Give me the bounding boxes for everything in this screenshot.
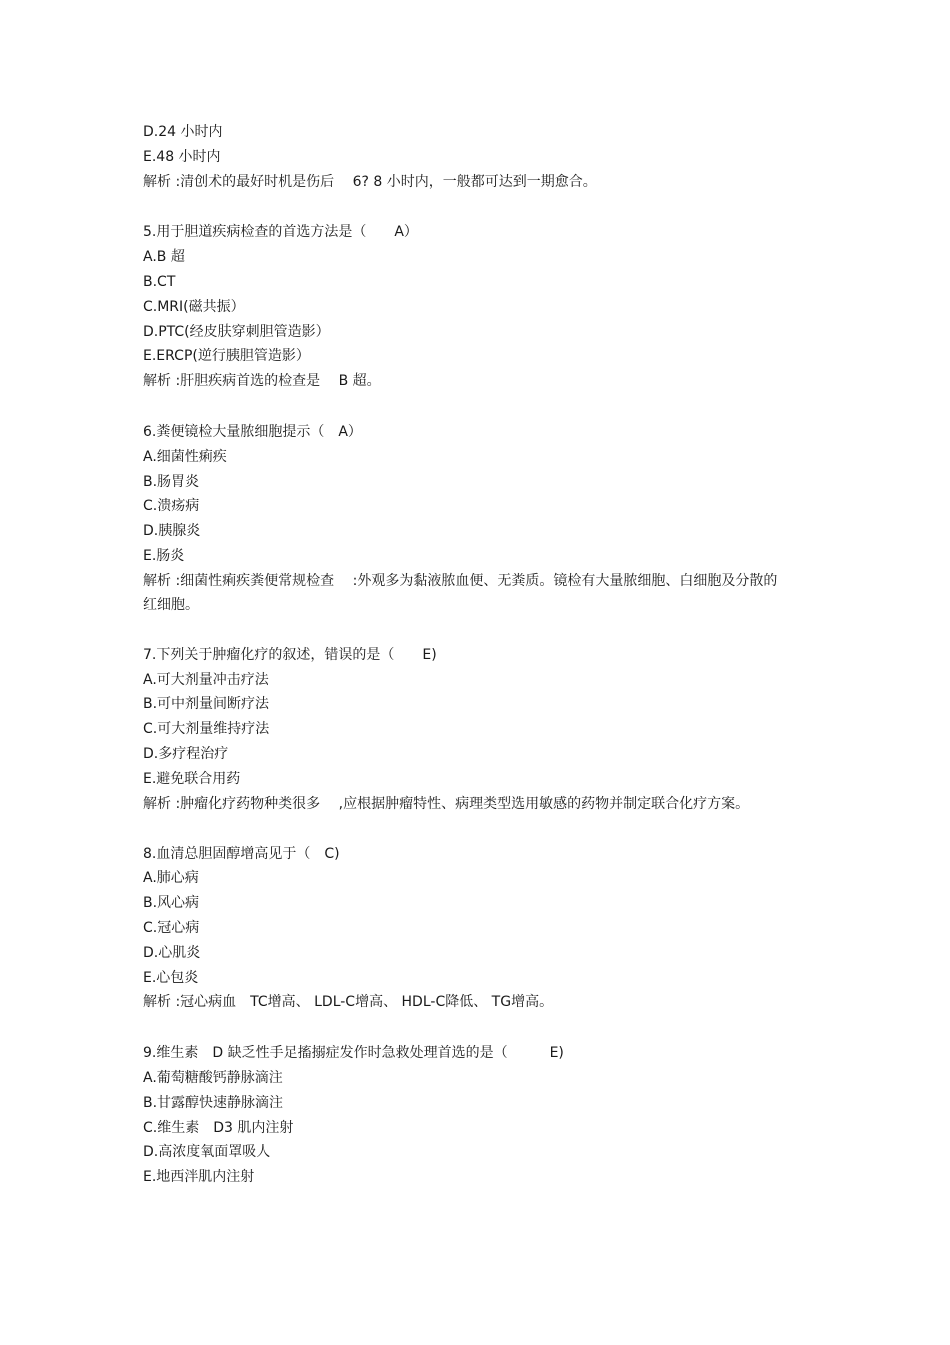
option: D.胰腺炎 (143, 523, 201, 540)
option: E.心包炎 (143, 969, 199, 986)
option: E.ERCP(逆行胰胆管造影） (143, 348, 310, 365)
option: B.CT (143, 273, 176, 290)
explanation: 解析 :肝胆疾病首选的检查是 B 超。 (143, 373, 381, 390)
option: B.风心病 (143, 895, 200, 912)
option: B.甘露醇快速静脉滴注 (143, 1094, 284, 1111)
document-page (143, 120, 783, 1190)
option: D.24 小时内 (143, 124, 223, 140)
option: E.48 小时内 (143, 148, 221, 165)
option: D.高浓度氧面罩吸人 (143, 1144, 271, 1161)
question-block (143, 220, 783, 394)
option: C.冠心病 (143, 919, 200, 936)
question-text: 8.血清总胆固醇增高见于（ C) (143, 845, 340, 862)
option: B.可中剂量间断疗法 (143, 696, 270, 713)
option: A.细菌性痢疾 (143, 448, 227, 465)
option: D.多疗程治疗 (143, 745, 229, 762)
explanation: 解析 :清创术的最好时机是伤后 6? 8 小时内，一般都可达到一期愈合。 (143, 173, 597, 190)
option: B.肠胃炎 (143, 473, 200, 490)
question-block (143, 842, 783, 1016)
question-block (143, 643, 783, 816)
option: A.葡萄糖酸钙静脉滴注 (143, 1069, 283, 1086)
question-block (143, 420, 783, 617)
explanation: 解析 :冠心病血 TC增高、 LDL-C增高、 HDL-C降低、 TG增高。 (143, 994, 554, 1011)
option: A.肺心病 (143, 870, 199, 887)
option: D.PTC(经皮肤穿刺胆管造影） (143, 323, 330, 340)
option: A.B 超 (143, 249, 185, 266)
explanation: 解析 :肿瘤化疗药物种类很多 ,应根据肿瘤特性、病理类型选用敏感的药物并制定联合化疗方案。 (143, 795, 750, 812)
explanation: 解析 :细菌性痢疾粪便常规检查 :外观多为黏液脓血便、无粪质。镜检有大量脓细胞、白细胞及分散的红细胞。 (143, 572, 778, 613)
question-block (143, 1041, 783, 1190)
question-text: 7.下列关于肿瘤化疗的叙述，错误的是（ E) (143, 646, 437, 663)
question-text: 9.维生素 D 缺乏性手足搐搦症发作时急救处理首选的是（ E) (143, 1045, 564, 1062)
option: A.可大剂量冲击疗法 (143, 671, 269, 688)
option: C.维生素 D3 肌内注射 (143, 1119, 294, 1136)
question-block (143, 120, 783, 194)
option: E.地西泮肌内注射 (143, 1169, 255, 1186)
option: C.溃疡病 (143, 498, 200, 515)
option: E.肠炎 (143, 547, 185, 564)
option: E.避免联合用药 (143, 770, 241, 787)
option: D.心肌炎 (143, 944, 201, 961)
question-text: 6.粪便镜检大量脓细胞提示（ A） (143, 423, 362, 440)
option: C.可大剂量维持疗法 (143, 721, 270, 738)
question-text: 5.用于胆道疾病检查的首选方法是（ A） (143, 224, 418, 241)
option: C.MRI(磁共振） (143, 298, 245, 315)
